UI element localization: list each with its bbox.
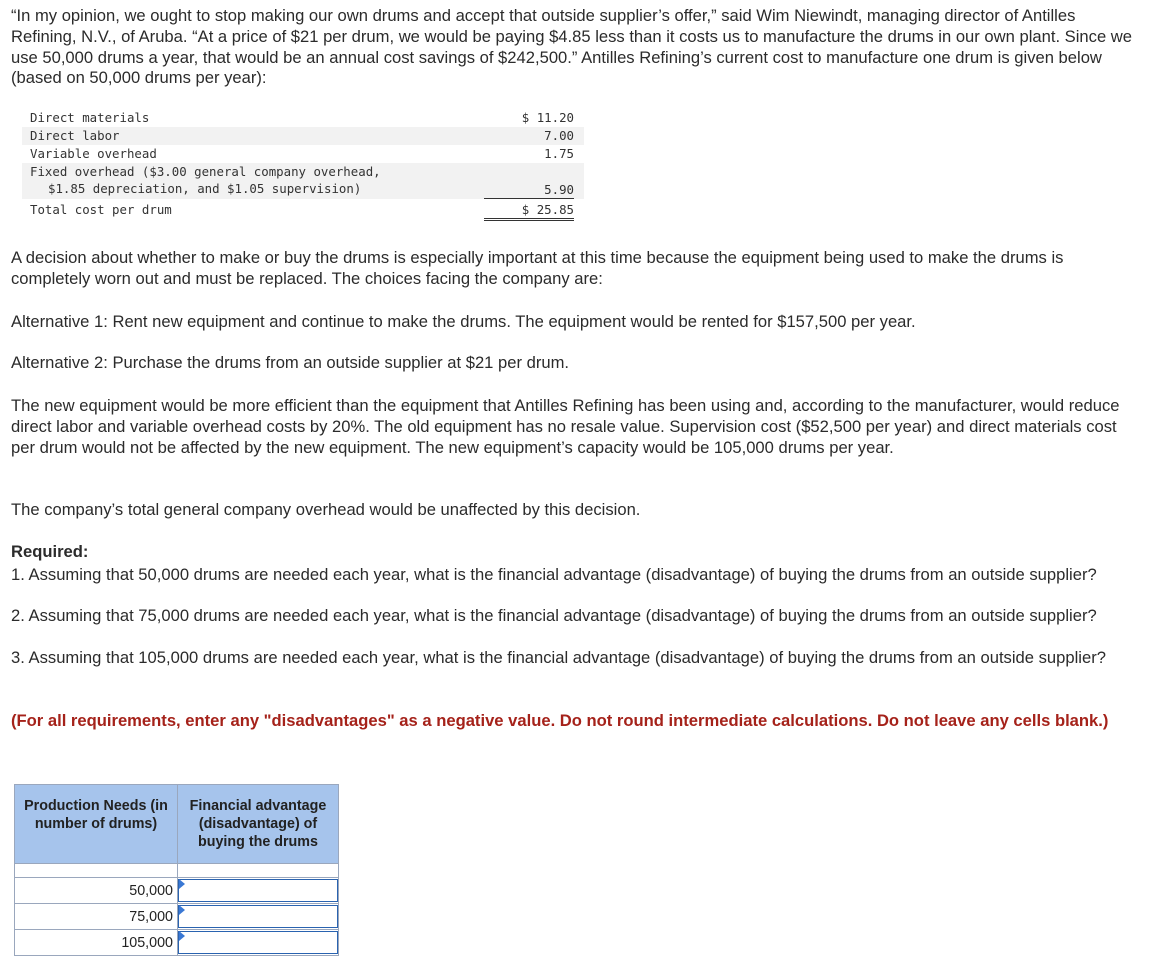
cost-label: Direct materials: [30, 110, 150, 125]
cost-table: [22, 109, 584, 221]
cost-row: [22, 127, 584, 145]
input-flag-icon: [179, 879, 185, 889]
cost-amount: 1.75: [544, 146, 574, 161]
table-row: [15, 930, 339, 956]
cost-label: Total cost per drum: [30, 202, 172, 217]
alternative-1: Alternative 1: Rent new equipment and continue to make the drums. The equipment would be rented for $157,500 per year.: [11, 312, 916, 331]
alternative-2: Alternative 2: Purchase the drums from an outside supplier at $21 per drum.: [11, 353, 570, 372]
cost-amount-cell: [476, 199, 584, 221]
cost-label: Variable overhead: [30, 146, 157, 161]
input-flag-icon: [179, 931, 185, 941]
input-flag-icon: [179, 905, 185, 915]
advantage-input-50000[interactable]: [178, 879, 338, 902]
cost-total-amount: $ 25.85: [484, 201, 574, 221]
requirement-3: 3. Assuming that 105,000 drums are needed each year, what is the financial advantage (disadvantage) of buying the drums from an outside supplier?: [11, 648, 1106, 667]
production-needs-cell: 50,000: [15, 878, 178, 904]
cost-amount-cell: [476, 163, 584, 199]
equipment-paragraph: The new equipment would be more efficient than the equipment that Antilles Refining has been using and, according to the manufacturer, would reduce direct labor and variable overhead costs by 20%. The old equipment has no resale value. Supervision cost ($52,500 per year) and direct materials cost per drum would not be affected by the new equipment. The new equipment’s capacity would be 105,000 drums per year.: [11, 396, 1120, 457]
production-needs-cell: 75,000: [15, 904, 178, 930]
cost-row: [22, 163, 584, 199]
header-financial-advantage: Financial advantage (disadvantage) of buying the drums: [178, 785, 339, 864]
table-row: [15, 904, 339, 930]
cost-amount: $ 11.20: [521, 110, 574, 125]
table-row: [15, 878, 339, 904]
answer-header-row: [15, 785, 339, 864]
cost-label-line2: $1.85 depreciation, and $1.05 supervision): [48, 181, 362, 196]
cost-amount: 7.00: [476, 127, 584, 145]
cost-amount: 5.90: [484, 181, 574, 199]
cost-label: Direct labor: [22, 127, 476, 145]
decision-paragraph: A decision about whether to make or buy the drums is especially important at this time because the equipment being used to make the drums is completely worn out and must be replaced. The choices facing the company are:: [11, 248, 1064, 288]
intro-paragraph: “In my opinion, we ought to stop making our own drums and accept that outside supplier’s offer,” said Wim Niewindt, managing director of Antilles Refining, N.V., of Aruba. “At a price of $21 per drum, we would be paying $4.85 less than it costs us to manufacture the drums in our own plant. Since we use 50,000 drums a year, that would be an annual cost savings of $242,500.” Antilles Refining’s current cost to manufacture one drum is given below (based on 50,000 drums per year):: [11, 6, 1133, 88]
advantage-input-75000[interactable]: [178, 905, 338, 928]
cost-label: [22, 163, 476, 199]
answer-table: [14, 784, 339, 956]
production-needs-cell: 105,000: [15, 930, 178, 956]
requirement-1: 1. Assuming that 50,000 drums are needed each year, what is the financial advantage (disadvantage) of buying the drums from an outside supplier?: [11, 565, 1097, 584]
answer-gap-row: [15, 864, 339, 878]
answer-cell: [178, 930, 339, 956]
header-production-needs: Production Needs (in number of drums): [15, 785, 178, 864]
cost-row: [22, 109, 584, 127]
cost-label-line1: Fixed overhead ($3.00 general company overhead,: [30, 164, 381, 179]
answer-cell: [178, 878, 339, 904]
advantage-input-105000[interactable]: [178, 931, 338, 954]
cost-row: [22, 199, 584, 221]
overhead-paragraph: The company’s total general company overhead would be unaffected by this decision.: [11, 500, 641, 519]
answer-cell: [178, 904, 339, 930]
cost-row: [22, 145, 584, 163]
required-heading: Required:: [11, 542, 89, 561]
instructions: (For all requirements, enter any "disadvantages" as a negative value. Do not round intermediate calculations. Do not leave any cells blank.): [11, 711, 1109, 730]
requirement-2: 2. Assuming that 75,000 drums are needed each year, what is the financial advantage (disadvantage) of buying the drums from an outside supplier?: [11, 606, 1097, 625]
